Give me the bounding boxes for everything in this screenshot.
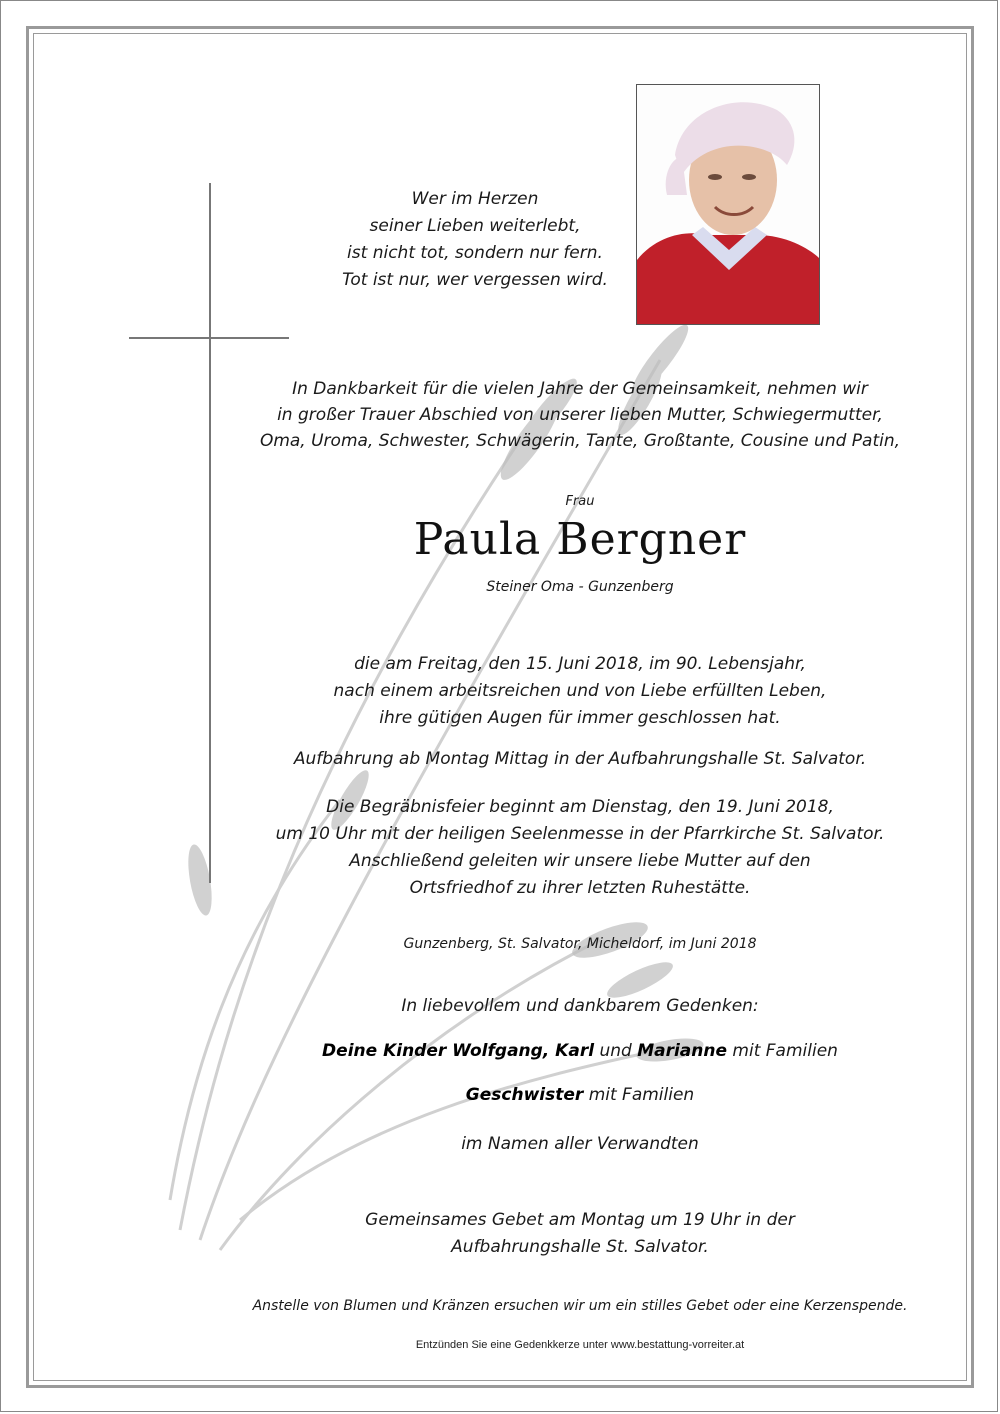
poem-line: ist nicht tot, sondern nur fern.: [347, 243, 603, 263]
intro-line: Oma, Uroma, Schwester, Schwägerin, Tante, Großtante, Cousine und Patin,: [259, 431, 901, 451]
death-line: die am Freitag, den 15. Juni 2018, im 90. Lebensjahr,: [354, 654, 806, 674]
poem-line: seiner Lieben weiterlebt,: [369, 216, 581, 236]
intro-line: in großer Trauer Abschied von unserer lieben Mutter, Schwiegermutter,: [277, 405, 883, 425]
funeral-line: um 10 Uhr mit der heiligen Seelenmesse in der Pfarrkirche St. Salvator.: [275, 824, 885, 844]
portrait-photo: [636, 84, 820, 325]
siblings-line: [330, 1085, 830, 1105]
place-date: Gunzenberg, St. Salvator, Micheldorf, im Juni 2018: [403, 936, 757, 952]
funeral-line: Die Begräbnisfeier beginnt am Dienstag, den 19. Juni 2018,: [326, 797, 834, 817]
relatives-line: im Namen aller Verwandten: [461, 1134, 699, 1154]
deceased-nickname: Steiner Oma - Gunzenberg: [486, 579, 674, 595]
salutation: Frau: [565, 494, 595, 509]
conjunction: und: [599, 1041, 632, 1061]
siblings-suffix: mit Familien: [588, 1085, 695, 1105]
prayer-line: Gemeinsames Gebet am Montag um 19 Uhr in der: [365, 1210, 795, 1230]
funeral-line: Ortsfriedhof zu ihrer letzten Ruhestätte.: [409, 878, 751, 898]
memory-line: In liebevollem und dankbarem Gedenken:: [401, 996, 759, 1016]
portrait-illustration: [637, 85, 820, 325]
poem-line: Tot ist nur, wer vergessen wird.: [342, 270, 608, 290]
death-line: nach einem arbeitsreichen und von Liebe erfüllten Leben,: [333, 681, 827, 701]
siblings-label: Geschwister: [465, 1085, 584, 1105]
cross-vertical-bar: [209, 183, 211, 883]
intro-text: [200, 376, 960, 454]
cross-horizontal-bar: [129, 337, 289, 339]
child-name: Marianne: [637, 1041, 728, 1061]
family-line: [230, 1041, 930, 1061]
family-suffix: mit Familien: [732, 1041, 838, 1061]
funeral-line: Anschließend geleiten wir unsere liebe Mutter auf den: [349, 851, 811, 871]
wake-notice: Aufbahrung ab Montag Mittag in der Aufbahrungshalle St. Salvator.: [293, 749, 867, 769]
poem: [300, 186, 650, 294]
deceased-name: Paula Bergner: [413, 514, 747, 565]
candle-note: Entzünden Sie eine Gedenkkerze unter www.bestattung-vorreiter.at: [415, 1339, 745, 1351]
poem-line: Wer im Herzen: [411, 189, 539, 209]
children-names: Deine Kinder Wolfgang, Karl: [322, 1041, 595, 1061]
funeral-notice: [240, 794, 920, 902]
death-line: ihre gütigen Augen für immer geschlossen hat.: [379, 708, 781, 728]
death-notice: [270, 651, 890, 732]
flowers-note: Anstelle von Blumen und Kränzen ersuchen wir um ein stilles Gebet oder eine Kerzenspende.: [252, 1298, 908, 1314]
intro-line: In Dankbarkeit für die vielen Jahre der Gemeinsamkeit, nehmen wir: [292, 379, 868, 399]
prayer-line: Aufbahrungshalle St. Salvator.: [451, 1237, 709, 1257]
prayer-notice: [300, 1207, 860, 1261]
